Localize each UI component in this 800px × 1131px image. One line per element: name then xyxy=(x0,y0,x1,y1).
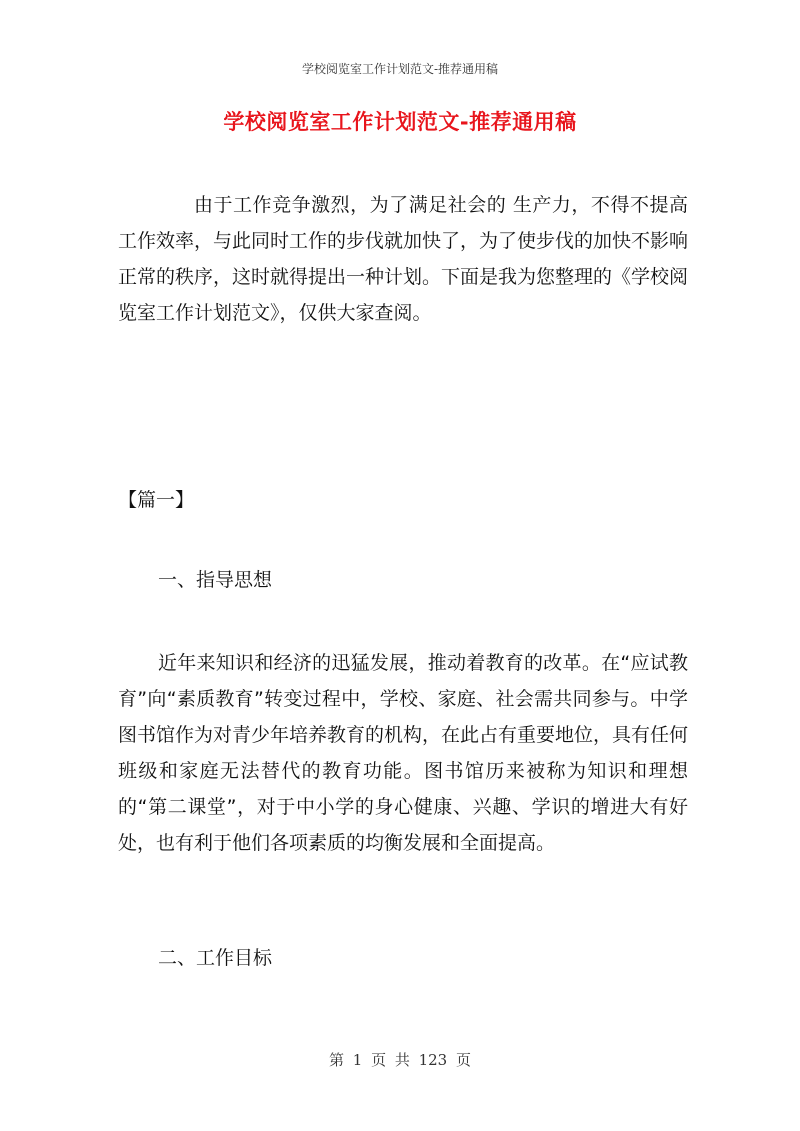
heading-guiding-ideology: 一、指导思想 xyxy=(158,569,273,591)
document-title: 学校阅览室工作计划范文-推荐通用稿 xyxy=(223,110,577,134)
body-paragraph: 近年来知识和经济的迅猛发展，推动着教育的改革。在“应试教育”向“素质教育”转变过程中，学校、家庭、社会需共同参与。中学图书馆作为对青少年培养教育的机构，在此占有重要地位，具有任何班级和家庭无法替代的教育功能。图书馆历来被称为知识和理想的“第二课堂”，对于中小学的身心健康、兴趣、学识的增进大有好处，也有利于他们各项素质的均衡发展和全面提高。 xyxy=(118,652,689,854)
page-number-footer: 第 1 页 共 123 页 xyxy=(328,1051,471,1069)
running-header: 学校阅览室工作计划范文-推荐通用稿 xyxy=(301,62,499,76)
intro-paragraph: 由于工作竞争激烈，为了满足社会的 生产力，不得不提高工作效率，与此同时工作的步伐就加快了，为了使步伐的加快不影响正常的秩序，这时就得提出一种计划。下面是我为您整理的《学校阅览室工作计划范文》，仅供大家查阅。 xyxy=(118,194,689,324)
section-marker: 【篇一】 xyxy=(118,489,195,511)
heading-work-goals: 二、工作目标 xyxy=(158,947,273,969)
